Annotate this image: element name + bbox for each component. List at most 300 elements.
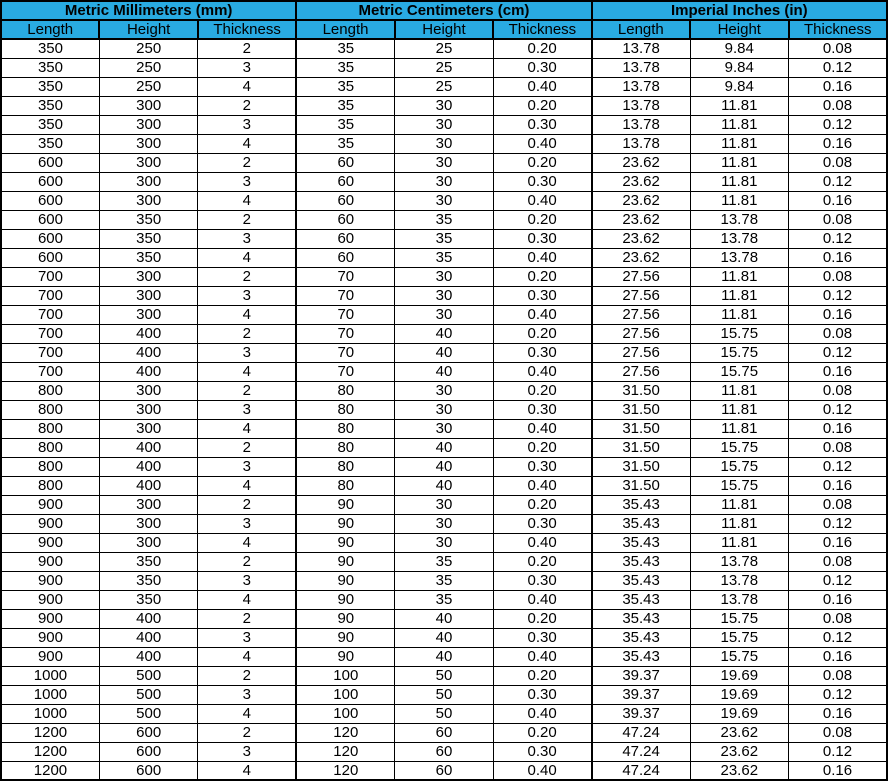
cell: 800 [1,400,99,419]
cell: 800 [1,419,99,438]
cell: 300 [99,115,197,134]
cell: 0.20 [493,324,591,343]
table-row [1,248,887,267]
table-row [1,343,887,362]
cell: 70 [296,324,394,343]
cell: 30 [395,96,493,115]
cell: 90 [296,552,394,571]
cell: 4 [198,362,296,381]
cell: 250 [99,58,197,77]
col-header-length-cm: Length [296,20,394,39]
cell: 11.81 [690,400,788,419]
cell: 40 [395,457,493,476]
col-header-height-mm: Height [99,20,197,39]
cell: 600 [99,761,197,780]
cell: 0.30 [493,685,591,704]
table-row [1,609,887,628]
cell: 250 [99,77,197,96]
cell: 500 [99,704,197,723]
cell: 4 [198,647,296,666]
cell: 11.81 [690,495,788,514]
cell: 13.78 [592,77,690,96]
cell: 350 [99,210,197,229]
cell: 700 [1,324,99,343]
cell: 13.78 [690,210,788,229]
cell: 13.78 [690,552,788,571]
cell: 11.81 [690,533,788,552]
cell: 90 [296,647,394,666]
cell: 0.12 [789,286,888,305]
cell: 3 [198,229,296,248]
cell: 0.40 [493,305,591,324]
cell: 0.12 [789,742,888,761]
cell: 15.75 [690,647,788,666]
cell: 350 [99,248,197,267]
cell: 35 [395,248,493,267]
cell: 30 [395,172,493,191]
cell: 2 [198,39,296,58]
cell: 350 [1,77,99,96]
cell: 0.40 [493,248,591,267]
cell: 700 [1,362,99,381]
table-row [1,457,887,476]
cell: 100 [296,704,394,723]
cell: 0.16 [789,476,888,495]
cell: 23.62 [592,229,690,248]
col-header-length-in: Length [592,20,690,39]
cell: 30 [395,267,493,286]
cell: 0.40 [493,191,591,210]
cell: 70 [296,362,394,381]
cell: 0.16 [789,761,888,780]
cell: 0.12 [789,115,888,134]
cell: 27.56 [592,267,690,286]
cell: 9.84 [690,77,788,96]
cell: 39.37 [592,666,690,685]
cell: 0.12 [789,172,888,191]
cell: 600 [1,191,99,210]
cell: 35.43 [592,533,690,552]
cell: 2 [198,723,296,742]
cell: 47.24 [592,742,690,761]
cell: 90 [296,609,394,628]
cell: 31.50 [592,457,690,476]
cell: 30 [395,419,493,438]
cell: 0.40 [493,77,591,96]
cell: 0.30 [493,286,591,305]
cell: 600 [1,248,99,267]
cell: 0.08 [789,324,888,343]
cell: 800 [1,381,99,400]
table-row [1,723,887,742]
cell: 900 [1,647,99,666]
cell: 30 [395,533,493,552]
cell: 300 [99,153,197,172]
cell: 31.50 [592,381,690,400]
cell: 0.20 [493,381,591,400]
cell: 0.20 [493,210,591,229]
cell: 4 [198,191,296,210]
cell: 0.20 [493,267,591,286]
cell: 27.56 [592,324,690,343]
cell: 300 [99,305,197,324]
cell: 3 [198,685,296,704]
cell: 3 [198,571,296,590]
cell: 35.43 [592,495,690,514]
cell: 0.20 [493,96,591,115]
cell: 13.78 [690,590,788,609]
cell: 0.12 [789,571,888,590]
cell: 0.16 [789,419,888,438]
cell: 11.81 [690,191,788,210]
table-row [1,533,887,552]
cell: 35 [296,96,394,115]
cell: 4 [198,533,296,552]
cell: 40 [395,609,493,628]
cell: 700 [1,305,99,324]
cell: 11.81 [690,267,788,286]
cell: 15.75 [690,628,788,647]
table-row [1,476,887,495]
cell: 0.30 [493,229,591,248]
cell: 0.12 [789,628,888,647]
cell: 15.75 [690,343,788,362]
cell: 0.30 [493,115,591,134]
cell: 60 [296,210,394,229]
cell: 400 [99,628,197,647]
cell: 900 [1,590,99,609]
cell: 35.43 [592,571,690,590]
cell: 350 [1,115,99,134]
cell: 15.75 [690,609,788,628]
cell: 11.81 [690,419,788,438]
cell: 700 [1,267,99,286]
cell: 13.78 [592,39,690,58]
cell: 120 [296,723,394,742]
cell: 0.08 [789,96,888,115]
table-row [1,96,887,115]
cell: 0.16 [789,362,888,381]
cell: 3 [198,514,296,533]
cell: 1200 [1,723,99,742]
cell: 15.75 [690,324,788,343]
table-row [1,704,887,723]
cell: 35 [395,590,493,609]
cell: 2 [198,552,296,571]
cell: 0.40 [493,704,591,723]
cell: 800 [1,476,99,495]
table-row [1,514,887,533]
cell: 13.78 [592,115,690,134]
cell: 0.20 [493,609,591,628]
table-row [1,742,887,761]
cell: 4 [198,590,296,609]
cell: 4 [198,248,296,267]
cell: 13.78 [690,248,788,267]
cell: 11.81 [690,305,788,324]
cell: 40 [395,647,493,666]
cell: 60 [296,248,394,267]
cell: 0.16 [789,647,888,666]
cell: 0.20 [493,552,591,571]
cell: 13.78 [690,571,788,590]
cell: 9.84 [690,58,788,77]
cell: 800 [1,438,99,457]
cell: 0.08 [789,438,888,457]
cell: 11.81 [690,381,788,400]
cell: 30 [395,286,493,305]
cell: 80 [296,381,394,400]
cell: 27.56 [592,286,690,305]
cell: 700 [1,286,99,305]
cell: 0.30 [493,628,591,647]
cell: 3 [198,172,296,191]
cell: 15.75 [690,457,788,476]
cell: 300 [99,381,197,400]
cell: 400 [99,476,197,495]
cell: 600 [1,153,99,172]
cell: 30 [395,305,493,324]
cell: 47.24 [592,761,690,780]
cell: 15.75 [690,438,788,457]
cell: 0.40 [493,476,591,495]
cell: 23.62 [690,761,788,780]
cell: 300 [99,267,197,286]
cell: 350 [1,134,99,153]
table-row [1,210,887,229]
table-row [1,666,887,685]
cell: 3 [198,286,296,305]
cell: 100 [296,685,394,704]
cell: 600 [99,742,197,761]
cell: 13.78 [592,134,690,153]
cell: 3 [198,400,296,419]
cell: 350 [99,571,197,590]
cell: 35.43 [592,514,690,533]
cell: 39.37 [592,685,690,704]
cell: 40 [395,628,493,647]
cell: 0.40 [493,134,591,153]
cell: 900 [1,552,99,571]
cell: 11.81 [690,286,788,305]
cell: 0.12 [789,229,888,248]
cell: 400 [99,438,197,457]
cell: 35.43 [592,628,690,647]
table-row [1,400,887,419]
table-row [1,761,887,780]
cell: 11.81 [690,115,788,134]
cell: 35 [395,229,493,248]
cell: 13.78 [690,229,788,248]
cell: 1000 [1,704,99,723]
cell: 2 [198,153,296,172]
cell: 2 [198,381,296,400]
table-row [1,286,887,305]
table-row [1,134,887,153]
cell: 0.20 [493,723,591,742]
cell: 60 [395,742,493,761]
cell: 30 [395,381,493,400]
cell: 2 [198,324,296,343]
cell: 90 [296,514,394,533]
cell: 500 [99,666,197,685]
cell: 0.30 [493,400,591,419]
cell: 80 [296,457,394,476]
cell: 35 [395,210,493,229]
col-header-thickness-cm: Thickness [493,20,591,39]
cell: 31.50 [592,400,690,419]
cell: 0.30 [493,457,591,476]
cell: 19.69 [690,704,788,723]
cell: 30 [395,495,493,514]
cell: 0.08 [789,39,888,58]
cell: 13.78 [592,96,690,115]
cell: 0.16 [789,533,888,552]
cell: 2 [198,495,296,514]
cell: 0.16 [789,191,888,210]
cell: 600 [99,723,197,742]
cell: 25 [395,58,493,77]
cell: 23.62 [690,742,788,761]
cell: 25 [395,77,493,96]
cell: 23.62 [592,153,690,172]
cell: 27.56 [592,362,690,381]
cell: 23.62 [592,172,690,191]
cell: 27.56 [592,305,690,324]
cell: 35.43 [592,552,690,571]
cell: 250 [99,39,197,58]
col-header-thickness-mm: Thickness [198,20,296,39]
table-row [1,267,887,286]
cell: 500 [99,685,197,704]
cell: 9.84 [690,39,788,58]
cell: 300 [99,419,197,438]
cell: 0.12 [789,514,888,533]
cell: 0.08 [789,267,888,286]
cell: 700 [1,343,99,362]
cell: 1000 [1,666,99,685]
cell: 800 [1,457,99,476]
cell: 90 [296,590,394,609]
cell: 60 [296,172,394,191]
cell: 35 [296,134,394,153]
cell: 23.62 [592,191,690,210]
cell: 30 [395,115,493,134]
cell: 0.12 [789,343,888,362]
col-header-height-in: Height [690,20,788,39]
cell: 2 [198,267,296,286]
cell: 3 [198,343,296,362]
group-header-metric-mm: Metric Millimeters (mm) [1,1,296,20]
cell: 0.12 [789,685,888,704]
cell: 0.30 [493,343,591,362]
group-header-row [1,1,887,20]
cell: 35 [395,552,493,571]
table-row [1,590,887,609]
table-row [1,438,887,457]
cell: 900 [1,495,99,514]
cell: 35 [296,77,394,96]
cell: 900 [1,609,99,628]
cell: 47.24 [592,723,690,742]
cell: 0.40 [493,761,591,780]
cell: 60 [296,229,394,248]
cell: 0.16 [789,248,888,267]
cell: 0.16 [789,305,888,324]
cell: 300 [99,286,197,305]
cell: 35 [395,571,493,590]
cell: 350 [1,96,99,115]
cell: 35 [296,115,394,134]
cell: 0.08 [789,153,888,172]
cell: 70 [296,343,394,362]
cell: 0.30 [493,58,591,77]
cell: 11.81 [690,172,788,191]
cell: 31.50 [592,438,690,457]
cell: 60 [395,723,493,742]
cell: 3 [198,457,296,476]
cell: 23.62 [592,210,690,229]
cell: 300 [99,495,197,514]
cell: 13.78 [592,58,690,77]
cell: 4 [198,704,296,723]
cell: 30 [395,400,493,419]
table-row [1,628,887,647]
cell: 23.62 [592,248,690,267]
cell: 600 [1,229,99,248]
table-row [1,305,887,324]
cell: 90 [296,495,394,514]
cell: 300 [99,514,197,533]
cell: 40 [395,438,493,457]
cell: 19.69 [690,666,788,685]
table-row [1,324,887,343]
group-header-metric-cm: Metric Centimeters (cm) [296,1,591,20]
cell: 400 [99,609,197,628]
cell: 70 [296,286,394,305]
cell: 70 [296,267,394,286]
cell: 900 [1,571,99,590]
cell: 0.08 [789,210,888,229]
cell: 4 [198,761,296,780]
cell: 350 [1,39,99,58]
cell: 11.81 [690,96,788,115]
cell: 0.08 [789,381,888,400]
cell: 0.40 [493,419,591,438]
cell: 40 [395,324,493,343]
table-row [1,39,887,58]
cell: 0.08 [789,723,888,742]
cell: 0.30 [493,571,591,590]
cell: 80 [296,400,394,419]
cell: 80 [296,476,394,495]
cell: 15.75 [690,476,788,495]
cell: 0.20 [493,153,591,172]
cell: 400 [99,362,197,381]
cell: 50 [395,704,493,723]
table-row [1,495,887,514]
cell: 15.75 [690,362,788,381]
cell: 350 [99,229,197,248]
cell: 0.40 [493,533,591,552]
cell: 60 [296,191,394,210]
cell: 350 [99,590,197,609]
cell: 4 [198,419,296,438]
cell: 0.30 [493,514,591,533]
cell: 400 [99,457,197,476]
table-row [1,362,887,381]
cell: 23.62 [690,723,788,742]
